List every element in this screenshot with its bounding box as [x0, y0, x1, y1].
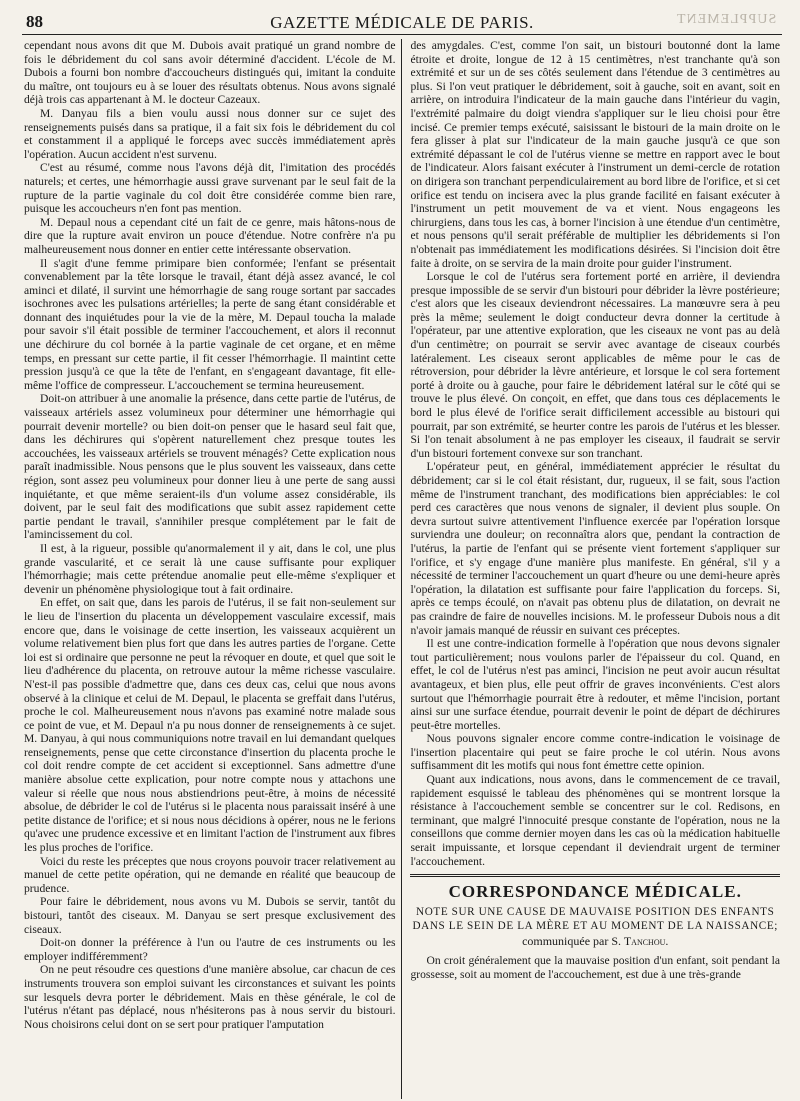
paragraph: C'est au résumé, comme nous l'avons déjà dit, l'imitation des procédés naturels; et certes, une hémorrhagie aussi grave survenant par le seul fait de la rupture de la partie vaginale du col doit être considérée comme bien rare, puisque les accoucheurs n'en font pas mention.	[24, 161, 396, 216]
byline-prefix: communiquée par	[522, 933, 609, 948]
running-title: GAZETTE MÉDICALE DE PARIS.	[270, 13, 534, 32]
paragraph: Pour faire le débridement, nous avons vu M. Dubois se servir, tantôt du bistouri, tantôt des ciseaux. M. Danyau se sert presque exclusivement des ciseaux.	[24, 895, 396, 936]
paragraph: M. Danyau fils a bien voulu aussi nous donner sur ce sujet des renseignements puisés dans sa pratique, il a fait six fois le débridement du col et constamment il a appliqué le forceps avec succès immédiatement après l'opération. Aucun accident n'est survenu.	[24, 106, 396, 161]
paragraph: Lorsque le col de l'utérus sera fortement porté en arrière, il deviendra presque impossible de se servir d'un bistouri pour débrider la lèvre postérieure; c'est alors que les ciseaux deviendront nécessaires. La manœuvre sera à peu près la même; seulement le doigt conducteur devra donner la certitude à l'opérateur, par une attentive exploration, que les ciseaux ne vont pas au delà d'un centimètre; on pourrait se servir avec avantage de ciseaux courbés latéralement. Les ciseaux seront applicables de même pour le cas de rétroversion, pour débrider la lèvre antérieure, et lorsque le col sera fortement porté à droite ou à gauche, pour faire le débridement latéral sur le côté qui se trouve le plus élevé. On conçoit, en effet, que dans tous ces déplacements le bord le plus élevé de l'orifice serait difficilement accessible au bistouri qui pourrait, par son extrémité, se heurter contre les parois de l'utérus et les blesser. Si l'on tenait absolument à ne pas employer les ciseaux, il faudrait se servir d'un bistouri fortement convexe sur son tranchant.	[410, 270, 780, 460]
paragraph: Quant aux indications, nous avons, dans le commencement de ce travail, rapidement esquissé le tableau des phénomènes qui se montrent lorsque la résistance à l'accouchement semble se concentrer sur le col. Redisons, en terminant, que malgré l'innocuité presque constante de l'opération, nous ne la conseillons que comme dernier moyen dans les cas où la médication habituelle serait impuissante, et lorsque cependant il deviendrait urgent de terminer l'accouchement.	[410, 773, 780, 868]
paragraph: Il s'agit d'une femme primipare bien conformée; l'enfant se présentait convenablement par la tête lorsque le travail, étant déjà assez avancé, le col aminci et dilaté, il survint une hémorrhagie de sang rouge sortant par saccades isochrones avec les pulsations artérielles; la perte de sang étant considérable et donnant des inquiétudes pour la vie de la mère, M. Depaul toucha la malade pour savoir s'il était possible de terminer l'accouchement, et alors il reconnut une déchirure du col bornée à la partie vaginale de cet organe, et en même temps, en pressant sur cette partie, il fit cesser l'hémorrhagie. Il maintint cette pression jusqu'à ce que la tête de l'enfant, en s'engageant davantage, fit elle-même l'office de compresseur. L'accouchement se termina heureusement.	[24, 256, 396, 392]
text-columns	[22, 39, 782, 1099]
page-header	[22, 12, 782, 35]
paragraph: Nous pouvons signaler encore comme contre-indication le voisinage de l'insertion placentaire qui peut se faire proche le col utérin. Nous avons suffisamment dit les motifs qui nous font émettre cette opinion.	[410, 732, 780, 773]
paragraph: cependant nous avons dit que M. Dubois avait pratiqué un grand nombre de fois le débridement du col sans avoir déterminé d'accident. L'école de M. Dubois a fourni bon nombre d'accoucheurs distingués qui, imitant la conduite du maître, ont toujours eu à se louer des résultats obtenus. Nous avons signalé déjà trois cas appartenant à M. le docteur Cazeaux.	[24, 39, 396, 107]
paragraph: des amygdales. C'est, comme l'on sait, un bistouri boutonné dont la lame étroite et droite, longue de 12 à 15 centimètres, n'est tranchante qu'à son extrémité et sur un de ses côtés seulement dans l'étendue de 3 centimètres au plus. Si l'on veut pratiquer le débridement, soit à gauche, soit en avant, soit en arrière, on introduira l'indicateur de la main gauche dans l'intérieur du vagin, l'extrémité palmaire du doigt viendra s'appliquer sur le lieu choisi pour être incisé. Ce premier temps exécuté, saisissant le bistouri de la main droite on le fera glisser à plat sur l'indicateur de la main gauche jusqu'à ce que son extrémité dépassant le col de l'utérus vienne se mettre en rapport avec le bout de l'indicateur. Alors faisant exécuter à l'instrument un demi-cercle de rotation on dirigera son tranchant perpendiculairement au bord libre de l'orifice, et si cet orifice est tendu on incisera avec la plus grande facilité en faisant exécuter à l'instrument un petit mouvement de va et vient. Nous engageons les chirurgiens, dans tous les cas, à borner l'incision à une étendue d'un centimètre, et nous pensons qu'il serait préférable de multiplier les débridements si l'on n'obtenait pas immédiatement les modifications désirées. Si l'incision doit être faite à droite, on se servira de la main droite pour guider l'instrument.	[410, 39, 780, 270]
article-title: NOTE SUR UNE CAUSE DE MAUVAISE POSITION DES ENFANTS DANS LE SEIN DE LA MÈRE ET AU MOMENT DE LA NAISSANCE;	[412, 905, 778, 932]
section-title: CORRESPONDANCE MÉDICALE.	[448, 882, 742, 902]
paragraph: Doit-on attribuer à une anomalie la présence, dans cette partie de l'utérus, de vaisseaux artériels assez volumineux pour déterminer une hémorrhagie qui pourrait devenir mortelle? ou bien doit-on penser que le hasard seul fait que, dans les déchirures qui s'opèrent naturellement chez presque toutes les accouchées, les vaisseaux artériels se trouvent ménagés? Cette explication nous paraît inadmissible. Nous pensons que le plus souvent les vaisseaux, dans cette région, sont assez peu volumineux pour donner lieu à une perte de sang aussi inquiétante, et que même seraient-ils d'un volume assez considérable, ils doivent, par le seul fait des modifications que subit assez rapidement cette partie pendant le travail, s'annihiler presque complétement par le fait de l'amincissement du col.	[24, 392, 396, 542]
article-byline	[410, 935, 780, 949]
paragraph: L'opérateur peut, en général, immédiatement apprécier le résultat du débridement; car si le col était résistant, dur, rugueux, il se fait, sous l'action même de l'instrument tranchant, des modifications bien appréciables: le col perd ces caractères que nous venons de signaler, il devient plus souple. On devra surtout suivre attentivement l'influence exercée par l'opération lorsque surviendra une douleur; on reconnaîtra alors que, pendant la contraction de l'utérus, la partie de l'enfant qui se présente vient fortement s'appliquer sur l'orifice, et s'y engage d'une manière plus manifeste. En général, s'il y a nécessité de terminer l'accouchement un quart d'heure ou une demi-heure après l'opération, la dilatation est suffisante pour faire l'application du forceps. Si, après ce temps écoulé, on n'avait pas obtenu plus de dilatation, on devrait ne pas craindre de faire de nouvelles incisions. M. le professeur Dubois nous a dit n'avoir jamais manqué de réussir en suivant ces préceptes.	[410, 460, 780, 637]
bleed-through-text: SUPPLEMENT	[675, 12, 776, 27]
paragraph: Il est une contre-indication formelle à l'opération que nous devons signaler tout particulièrement; nous voulons parler de l'épaisseur du col. Quand, en effet, le col de l'utérus n'est pas aminci, l'incision ne peut avoir aucun résultat avantageux, et bien plus, elle peut offrir de graves inconvénients. C'est alors surtout que l'hémorrhagie pourrait être à redouter, et même l'incision, portant ainsi sur une surface étendue, pourrait devenir le point de départ de déchirures peut-être mortelles.	[410, 637, 780, 732]
section-divider	[410, 874, 780, 877]
paragraph: En effet, on sait que, dans les parois de l'utérus, il se fait non-seulement sur le lieu de l'insertion du placenta un développement vasculaire excessif, mais encore que, dans le voisinage de cette insertion, les vaisseaux acquièrent un volume relativement bien plus fort que dans les autres parties de l'organe. Cette loi est si ordinaire que personne ne peut la révoquer en doute, et quel que soit le lieu d'adhérence du placenta, on retrouve autour la même richesse vasculaire. N'est-il pas possible d'admettre que, dans ces deux cas, celui que nous avons observé à la clinique et celui de M. Depaul, le placenta se greffait dans l'utérus, proche le col. Malheureusement nous n'avons pas examiné notre malade sous ce point de vue, et M. Depaul n'a pu nous donner de renseignements à ce sujet. M. Danyau, à qui nous communiquions notre travail en lui demandant quelques renseignements, pense que cette circonstance d'insertion du placenta proche le col doit rendre compte de cet accident si exceptionnel. Sans admettre d'une manière absolue cette explication, pour notre compte nous y attachons une valeur si réelle que nous nous abstiendrions peut-être, à moins de nécessité absolue, de débrider le col de l'utérus si le placenta nous paraissait inséré à une petite distance de l'orifice; et si nous nous décidions à opérer, nous ne le ferions qu'avec une prudence excessive et en limitant l'action de l'instrument aux fibres les plus proches de l'orifice.	[24, 596, 396, 855]
paragraph: Voici du reste les préceptes que nous croyons pouvoir tracer relativement au manuel de cette petite opération, qui ne demande en réalité que beaucoup de prudence.	[24, 854, 396, 895]
author-name: S. Tanchou.	[611, 933, 669, 948]
paragraph: M. Depaul nous a cependant cité un fait de ce genre, mais hâtons-nous de dire que la rupture avait environ un pouce d'étendue. Notre confrère n'a pu malheureusement nous donner en entier cette intéressante observation.	[24, 215, 396, 256]
paragraph: On ne peut résoudre ces questions d'une manière absolue, car chacun de ces instruments trouvera son emploi suivant les circonstances et suivant les points sur lesquels devra porter le débridement. Mais en thèse générale, le col de l'utérus n'étant pas déplacé, nous n'hésiterons pas à nous servir du bistouri. Nous choisirons celui dont on se sert pour pratiquer l'amputation	[24, 963, 396, 1031]
paragraph: On croit généralement que la mauvaise position d'un enfant, soit pendant la grossesse, soit au moment de l'accouchement, est due à une très-grande	[410, 954, 780, 981]
paragraph: Il est, à la rigueur, possible qu'anormalement il y ait, dans le col, une plus grande vascularité, et ce serait là une cause suffisante pour expliquer l'hémorrhagie; mais cette prétendue anomalie peut elle-même s'expliquer et devenir un phénomène physiologique tout à fait ordinaire.	[24, 541, 396, 596]
right-column	[402, 39, 782, 1099]
paragraph: Doit-on donner la préférence à l'un ou l'autre de ces instruments ou les employer indifféremment?	[24, 936, 396, 963]
page-number: 88	[26, 12, 43, 31]
left-column	[22, 39, 401, 1099]
